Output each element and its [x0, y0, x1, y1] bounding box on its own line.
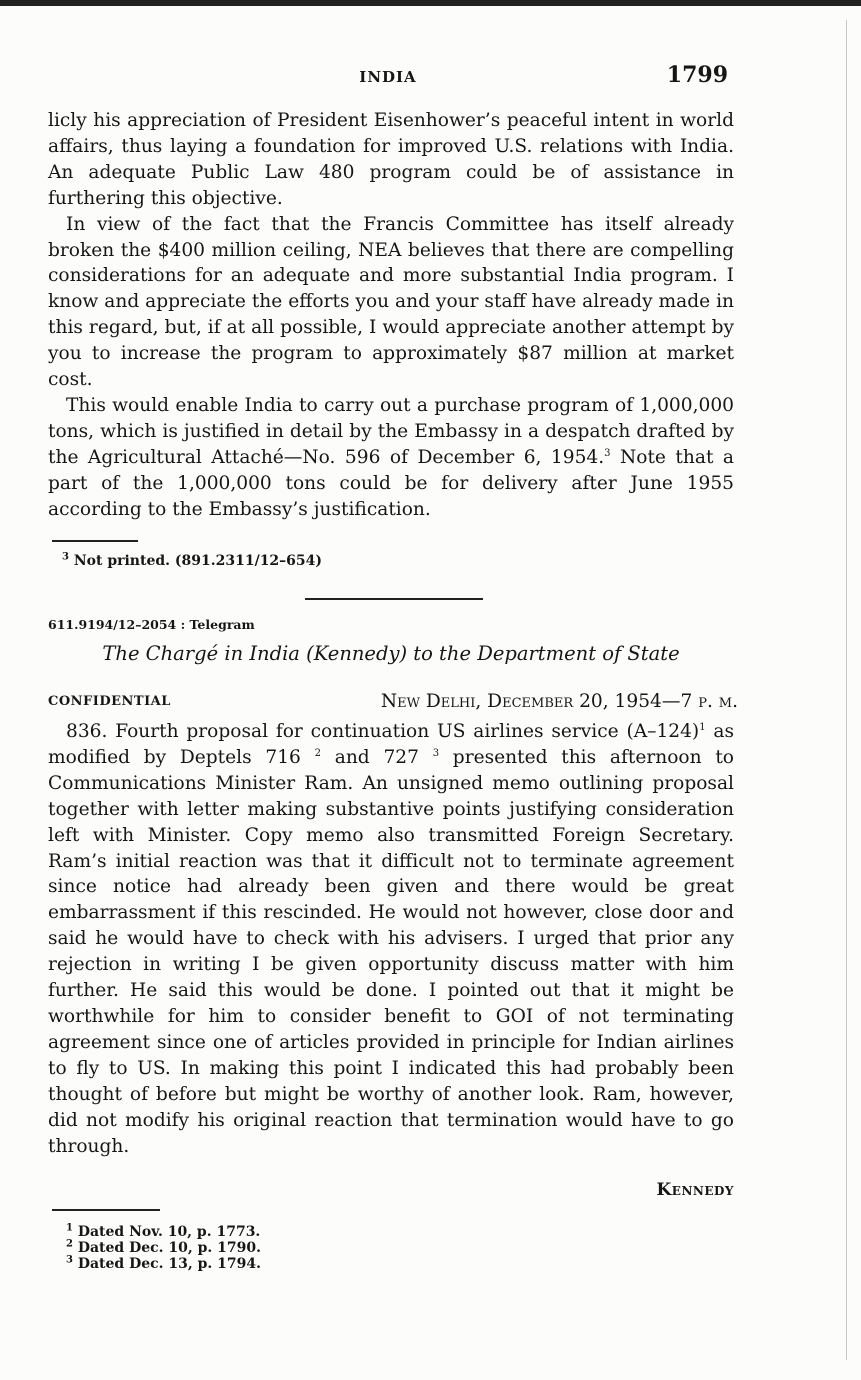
telegram-text-4: presented this afternoon to Communications Minister Ram. An unsigned memo outlining proposal together with letter making substantive points justifying consideration left with Minister. Copy memo also transmitted Foreign Secretary. Ram’s initial reaction was that it difficult not to terminate agreement since notice had already been given and there would be great embarrassment if this rescinded. He would not however, close door and said he would have to check with his advisers. I urged that prior any rejection in writing I be given opportunity discuss matter with him further. He said this would be done. I pointed out that it might be worthwhile for him to consider benefit to GOI of not terminating agreement since one of articles provided in principle for Indian airlines to fly to US. In making this point I indicated this had probably been thought of before but might be worthy of another look. Ram, however, did not modify his original reaction that termination would have to go through. — [48, 746, 734, 1157]
paragraph-3-part-b: Note that a part of the 1,000,000 tons could be for delivery after June 1955 according to the Embassy’s justification. — [48, 446, 734, 520]
footnote-rule-bottom — [52, 1209, 160, 1211]
paragraph-3 — [48, 393, 734, 523]
footnote-mark: 3 — [66, 1254, 73, 1266]
continued-text — [48, 108, 734, 523]
place-date: New Delhi, December 20, 1954—7 p. m. — [380, 691, 738, 712]
footnotes-bottom — [66, 1224, 261, 1272]
paragraph-2: In view of the fact that the Francis Committee has itself already broken the $400 million ceiling, NEA believes that there are compelling considerations for an adequate and more substantial India program. I know and appreciate the efforts you and your staff have already made in this regard, but, if at all possible, I would appreciate another attempt by you to increase the program to approximately $87 million at market cost. — [48, 213, 734, 391]
page-number: 1799 — [666, 62, 728, 88]
footnote-3 — [66, 1256, 261, 1272]
telegram-text-1: 836. Fourth proposal for continuation US airlines service (A–124) — [66, 721, 700, 742]
scan-right-edge — [846, 20, 847, 1360]
footnote-rule-top — [52, 540, 138, 542]
running-head — [48, 62, 728, 92]
telegram-text-3: and 727 — [321, 746, 433, 768]
telegram-text-2: as modified by Deptels 716 — [48, 721, 734, 768]
footnote-1 — [66, 1224, 261, 1240]
footnote-ref-2: 2 — [314, 747, 321, 759]
paragraph-1: licly his appreciation of President Eisenhower’s peaceful intent in world affairs, thus laying a foundation for improved U.S. relations with India. An adequate Public Law 480 program could be of assistance in furthering this objective. — [48, 110, 734, 209]
document-file-number: 611.9194/12–2054 : Telegram — [48, 617, 255, 632]
footnote-text: Not printed. (891.2311/12–654) — [68, 553, 323, 569]
classification: CONFIDENTIAL — [48, 694, 171, 709]
footnote-ref-3b: 3 — [432, 747, 440, 759]
footnote-text: Dated Nov. 10, p. 1773. — [72, 1224, 261, 1240]
scan-top-edge — [0, 0, 861, 6]
section-separator — [305, 598, 483, 600]
footnote-text: Dated Dec. 13, p. 1794. — [72, 1256, 262, 1272]
footnote-mark: 2 — [66, 1238, 73, 1250]
footnote-top — [62, 553, 322, 569]
signature: Kennedy — [656, 1180, 734, 1200]
telegram-text — [48, 719, 734, 1159]
footnote-ref-3: 3 — [604, 447, 611, 459]
footnote-2 — [66, 1240, 261, 1256]
telegram-paragraph — [48, 719, 734, 1159]
document-title: The Chargé in India (Kennedy) to the Department of State — [102, 642, 680, 665]
paragraph-3-part-a: This would enable India to carry out a purchase program of 1,000,000 tons, which is justified in detail by the Embassy in a despatch drafted by the Agricultural Attaché—No. 596 of December 6, 1954. — [48, 394, 734, 468]
footnote-mark: 3 — [62, 551, 69, 563]
footnote-ref-1: 1 — [699, 721, 706, 733]
running-head-country: INDIA — [359, 68, 417, 86]
footnote-mark: 1 — [66, 1222, 73, 1234]
footnote-text: Dated Dec. 10, p. 1790. — [72, 1240, 262, 1256]
footnote-3-top — [62, 553, 322, 569]
